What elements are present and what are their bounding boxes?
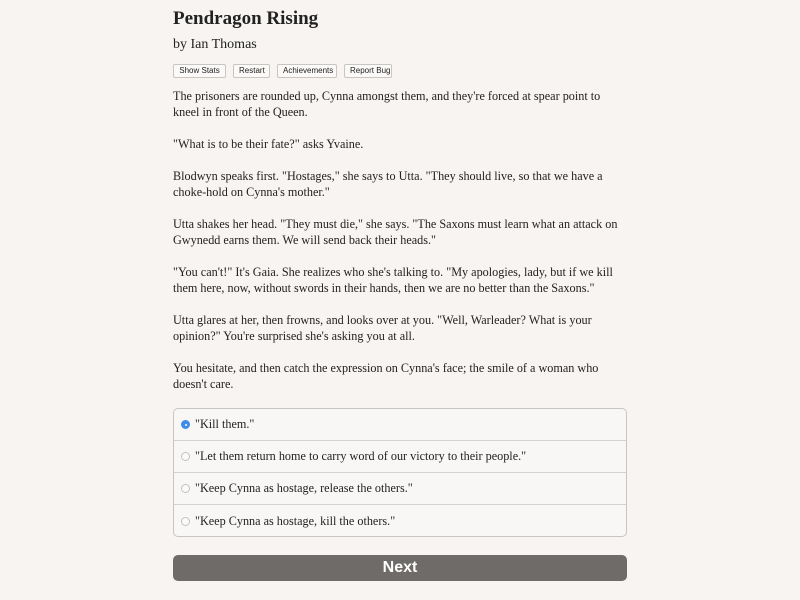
- choice-option-4[interactable]: [174, 505, 626, 537]
- choice-option-2[interactable]: [174, 441, 626, 473]
- choice-label: "Kill them.": [195, 417, 255, 431]
- choice-label: "Keep Cynna as hostage, release the others.": [195, 481, 413, 495]
- story-paragraph: You hesitate, and then catch the expression on Cynna's face; the smile of a woman who doesn't care.: [173, 361, 599, 391]
- author-byline: by Ian Thomas: [173, 37, 257, 52]
- story-paragraph: "You can't!" It's Gaia. She realizes who she's talking to. "My apologies, lady, but if we kill them here, now, without swords in their hands, then we are no better than the Saxons.": [173, 265, 613, 295]
- show-stats-button[interactable]: Show Stats: [173, 64, 226, 78]
- story-paragraph: Blodwyn speaks first. "Hostages," she says to Utta. "They should live, so that we have a choke-hold on Cynna's mother.": [173, 169, 603, 199]
- report-bug-button[interactable]: Report Bug: [344, 64, 392, 78]
- radio-icon[interactable]: [181, 452, 190, 461]
- achievements-button[interactable]: Achievements: [277, 64, 337, 78]
- story-paragraph: "What is to be their fate?" asks Yvaine.: [173, 137, 364, 151]
- story-text: [173, 88, 627, 408]
- radio-icon[interactable]: [181, 484, 190, 493]
- choice-option-1[interactable]: [174, 409, 626, 441]
- restart-button[interactable]: Restart: [233, 64, 270, 78]
- choice-option-3[interactable]: [174, 473, 626, 505]
- toolbar: [173, 64, 392, 78]
- story-paragraph: Utta shakes her head. "They must die," she says. "The Saxons must learn what an attack on Gwynedd earns them. We will send back their heads.": [173, 217, 618, 247]
- choice-label: "Keep Cynna as hostage, kill the others.": [195, 513, 396, 528]
- story-paragraph: Utta glares at her, then frowns, and looks over at you. "Well, Warleader? What is your opinion?" You're surprised she's asking you at all.: [173, 313, 592, 343]
- radio-selected-icon[interactable]: [181, 420, 190, 429]
- game-title: Pendragon Rising: [173, 8, 319, 29]
- choice-list: [173, 408, 627, 537]
- story-paragraph: The prisoners are rounded up, Cynna amongst them, and they're forced at spear point to kneel in front of the Queen.: [173, 89, 601, 119]
- radio-icon[interactable]: [181, 517, 190, 526]
- choice-label: "Let them return home to carry word of our victory to their people.": [195, 449, 527, 463]
- next-button[interactable]: Next: [173, 555, 627, 581]
